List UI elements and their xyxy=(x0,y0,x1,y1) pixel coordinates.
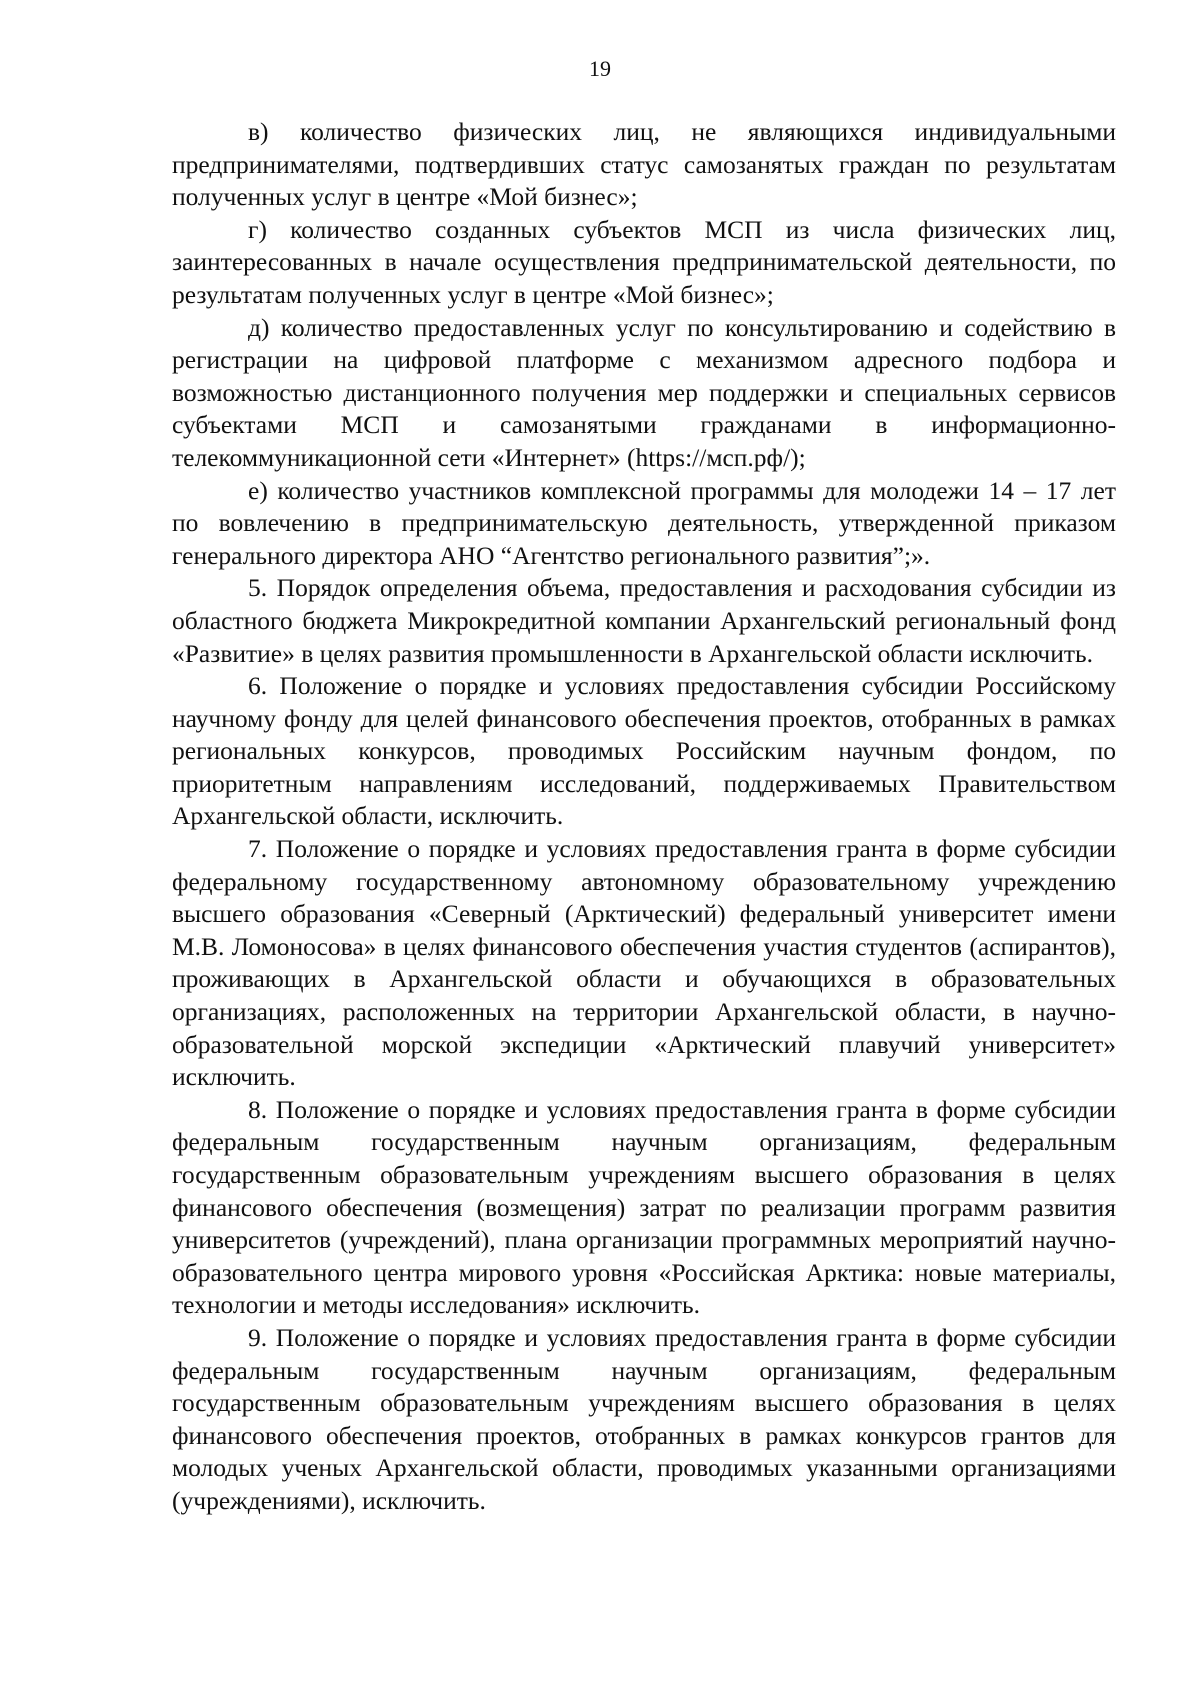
paragraph-point-6: 6. Положение о порядке и условиях предоставления субсидии Российскому научному фонду для целей финансового обеспечения проектов, отобранных в рамках региональных конкурсов, проводимых Российским научным фондом, по приоритетным направлениям исследований, поддерживаемых Правительством Архангельской области, исключить. xyxy=(172,671,1116,831)
paragraph-point-5: 5. Порядок определения объема, предоставления и расходования субсидии из областного бюджета Микрокредитной компании Архангельский региональный фонд «Развитие» в целях развития промышленности в Архангельской области исключить. xyxy=(172,573,1116,668)
paragraph-item-d: д) количество предоставленных услуг по консультированию и содействию в регистрации на цифровой платформе с механизмом адресного подбора и возможностью дистанционного получения мер поддержки и специальных сервисов субъектами МСП и самозанятыми гражданами в информационно-телекоммуникационной сети «Интернет» (https://мсп.рф/); xyxy=(172,312,1116,472)
paragraph-point-9: 9. Положение о порядке и условиях предоставления гранта в форме субсидии федеральным государственным научным организациям, федеральным государственным образовательным учреждениям высшего образования в целях финансового обеспечения проектов, отобранных в рамках конкурсов грантов для молодых ученых Архангельской области, проводимых указанными организациями (учреждениями), исключить. xyxy=(172,1322,1116,1515)
page-number: 19 xyxy=(589,56,611,81)
paragraph-point-8: 8. Положение о порядке и условиях предоставления гранта в форме субсидии федеральным государственным научным организациям, федеральным государственным образовательным учреждениям высшего образования в целях финансового обеспечения (возмещения) затрат по реализации программ развития университетов (учреждений), плана организации программных мероприятий научно-образовательного центра мирового уровня «Российская Арктика: новые материалы, технологии и методы исследования» исключить. xyxy=(172,1094,1116,1320)
paragraph-item-g: г) количество созданных субъектов МСП из числа физических лиц, заинтересованных в начале осуществления предпринимательской деятельности, по результатам полученных услуг в центре «Мой бизнес»; xyxy=(172,214,1116,309)
paragraph-point-7: 7. Положение о порядке и условиях предоставления гранта в форме субсидии федеральному государственному автономному образовательному учреждению высшего образования «Северный (Арктический) федеральный университет имени М.В. Ломоносова» в целях финансового обеспечения участия студентов (аспирантов), проживающих в Архангельской области и обучающихся в образовательных организациях, расположенных на территории Архангельской области, в научно-образовательной морской экспедиции «Арктический плавучий университет» исключить. xyxy=(172,834,1116,1092)
paragraph-item-e: е) количество участников комплексной программы для молодежи 14 – 17 лет по вовлечению в предпринимательскую деятельность, утвержденной приказом генерального директора АНО “Агентство регионального развития”;». xyxy=(172,475,1116,570)
document-body xyxy=(172,116,1116,1518)
paragraph-item-v: в) количество физических лиц, не являющихся индивидуальными предпринимателями, подтвердивших статус самозанятых граждан по результатам полученных услуг в центре «Мой бизнес»; xyxy=(172,117,1116,212)
